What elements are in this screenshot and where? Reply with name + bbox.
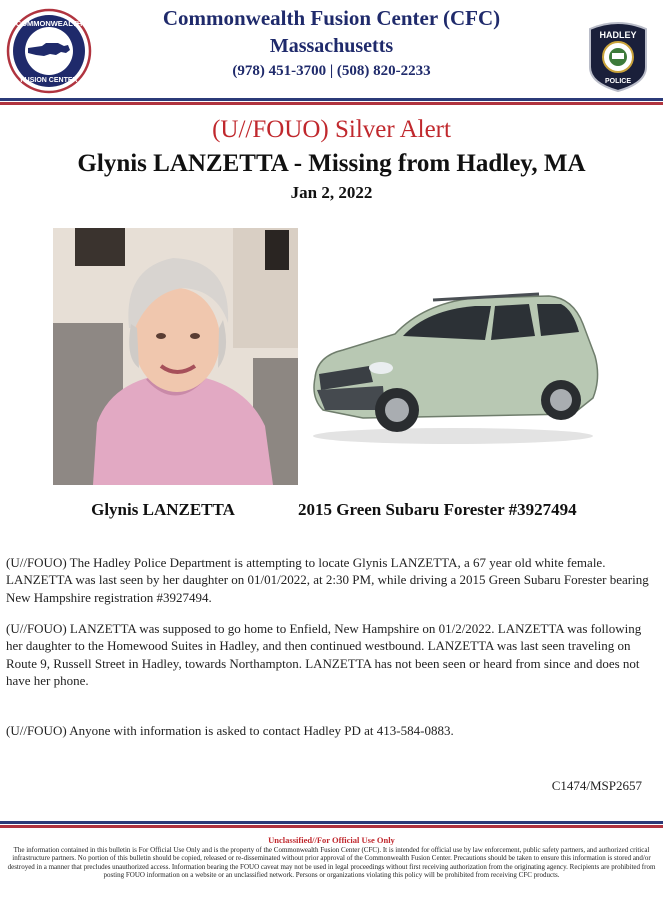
paragraph-contact: (U//FOUO) Anyone with information is asked to contact Hadley PD at 413-584-0883. — [6, 723, 454, 738]
paragraph-last-seen: (U//FOUO) LANZETTA was supposed to go home to Enfield, New Hampshire on 01/2/2022. LANZETTA was following her daughter to the Homewood Suites in Hadley, and then continued westbound. LANZETTA was last seen traveling on Route 9, Russell Street in Hadley, towards Northampton. LANZETTA has not been seen or heard from since and does not have her phone. — [6, 621, 642, 688]
state-name: Massachusetts — [269, 35, 394, 57]
alert-date: Jan 2, 2022 — [290, 183, 373, 202]
badge-text-bottom: POLICE — [604, 78, 632, 85]
org-name: Commonwealth Fusion Center (CFC) — [162, 6, 501, 30]
header-divider-red — [0, 102, 663, 105]
header-divider-navy — [0, 98, 663, 101]
cfc-seal-logo — [6, 8, 92, 94]
classification-banner: Unclassified//For Official Use Only — [268, 835, 395, 845]
reference-number: C1474/MSP2657 — [551, 778, 642, 793]
cfc-logo-text-top: COMMONWEALTH — [15, 19, 83, 28]
missing-person-heading: Glynis LANZETTA - Missing from Hadley, MA — [77, 150, 586, 177]
badge-text-top: HADLEY — [599, 30, 637, 40]
alert-title: (U//FOUO) Silver Alert — [212, 116, 451, 143]
vehicle-photo — [303, 286, 603, 448]
person-caption: Glynis LANZETTA — [91, 500, 235, 519]
vehicle-caption: 2015 Green Subaru Forester #3927494 — [298, 500, 577, 519]
footer-divider-navy — [0, 821, 663, 824]
cfc-logo-text-bottom: FUSION CENTER — [20, 77, 78, 84]
hadley-police-badge — [586, 19, 650, 93]
paragraph-description: (U//FOUO) The Hadley Police Department is attempting to locate Glynis LANZETTA, a 67 year old white female. LANZETTA was last seen by her daughter on 01/01/2022, at 2:30 PM, while driving a 2015 Green Subaru Forester bearing New Hampshire registration #3927494. — [6, 555, 649, 605]
missing-person-photo — [53, 228, 298, 485]
phone-numbers: (978) 451-3700 | (508) 820-2233 — [232, 63, 431, 79]
legal-disclaimer: The information contained in this bulletin is For Official Use Only and is the property of the Commonwealth Fusion Center (CFC). It is intended for official use by law enforcement, public safety partners, and authorized critical infrastructure partners. No portion of this bulletin should be copied, released or re-disseminated without prior approval of the Commonwealth Fusion Center. Precautions should be taken to ensure this information is stored and/or destroyed in a manner that precludes unauthorized access. Information bearing the FOUO caveat may not be used in legal proceedings without first receiving authorization from the originating agency. Recipients are prohibited from posting FOUO information on a website or an unclassified network. Persons or organizations violating this policy will be prohibited from receiving CFC products. — [7, 846, 656, 880]
footer-divider-red — [0, 825, 663, 828]
